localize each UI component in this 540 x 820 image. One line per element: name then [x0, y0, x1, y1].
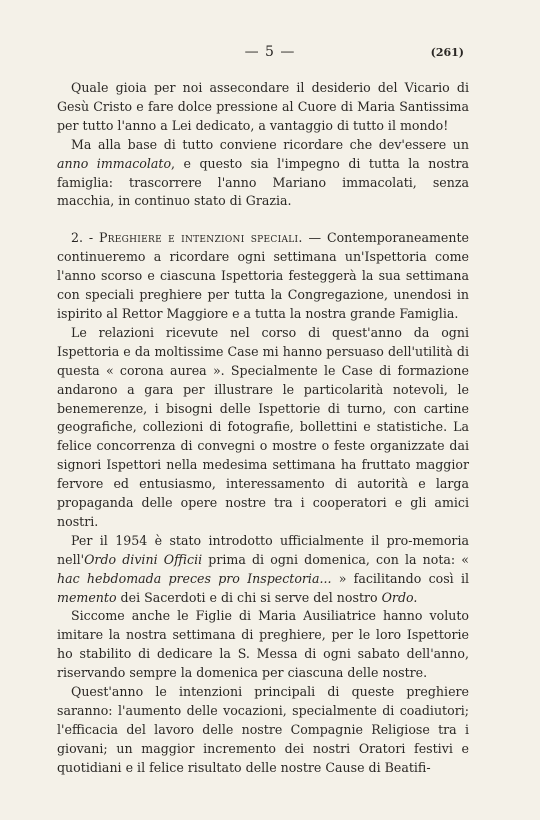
p5-text-c: prima di ogni domenica, con la nota: «: [202, 551, 469, 567]
emphasis-ordo: Ordo.: [381, 589, 418, 605]
paragraph-7: Quest'anno le intenzioni principali di queste preghiere saranno: l'aumento delle vocazioni, specialmente di coadiutori; l'efficacia del lavoro delle nostre Compagnie Religiose tra i giovani; un maggior incremento dei nostri Oratori festivi e quotidiani e il felice risultato delle nostre Cause di Beatifi-: [57, 684, 469, 775]
p5-text-a: Per il 1954 è stato introdotto ufficialmente il pro-memoria nell': [57, 532, 469, 567]
section-text: — Contemporaneamente continueremo a ricordare ogni settimana un'Ispettoria come l'anno scorso e ciascuna Ispettoria festeggerà la sua settimana con speciali preghiere per tutta la Congregazione, unendosi in ispirito al Rettor Maggiore e a tutta la nostra grande Famiglia.: [57, 230, 469, 321]
section-2-paragraph: [57, 229, 469, 324]
paragraph-5: [57, 532, 469, 608]
page-header: [0, 44, 540, 64]
p5-text-e: » facilitando così il: [331, 570, 469, 586]
emphasis-latin-note: hac hebdomada preces pro Inspectoria...: [57, 570, 332, 586]
section-number: 2. -: [71, 230, 99, 246]
page-number: — 5 —: [244, 44, 296, 60]
paragraph-4: Le relazioni ricevute nel corso di quest'anno da ogni Ispettoria e da moltissime Case mi hanno persuaso dell'utilità di questa « corona aurea ». Specialmente le Case di formazione andarono a gara per illustrare le particolarità notevoli, le benemerenze, i bisogni delle Ispettorie di turno, con cartine geografiche, collezioni di fotografie, bollettini e statistiche. La felice concorrenza di convegni o mostre o feste organizzate dai signori Ispettori nella medesima settimana ha fruttato maggior fervore ed entusiasmo, interessamento di autorità e larga propaganda delle opere nostre tra i cooperatori e gli amici nostri.: [57, 324, 469, 529]
section-title: Preghiere e intenzioni speciali.: [98, 230, 303, 246]
emphasis-anno-immacolato: anno immacolato: [57, 155, 172, 171]
paragraph-1: Quale gioia per noi assecondare il desiderio del Vicario di Gesù Cristo e fare dolce pressione al Cuore di Maria Santissima per tutto l'anno a Lei dedicato, a vantaggio di tutto il mondo!: [57, 80, 469, 133]
folio-number: (261): [430, 46, 464, 59]
p5-text-g: dei Sacerdoti e di chi si serve del nostro: [116, 589, 382, 605]
emphasis-memento: memento: [57, 589, 117, 605]
paragraph-2: [57, 136, 469, 212]
paragraph-2-text-end: , e questo sia l'impegno di tutta la nostra famiglia: trascorrere l'anno Mariano immacolati, senza macchia, in continuo stato di Grazia.: [57, 155, 469, 209]
paragraph-6: Siccome anche le Figlie di Maria Ausiliatrice hanno voluto imitare la nostra settimana di preghiere, per le loro Ispettorie ho stabilito di dedicare la S. Messa di ogni sabato dell'anno, riservando sempre la domenica per ciascuna delle nostre.: [57, 608, 469, 681]
body-text: [57, 79, 469, 778]
paragraph-2-text: Ma alla base di tutto conviene ricordare che dev'essere un: [71, 136, 469, 152]
emphasis-ordo-divini-officii: Ordo divini Officii: [84, 551, 203, 567]
section-gap: [57, 211, 469, 229]
